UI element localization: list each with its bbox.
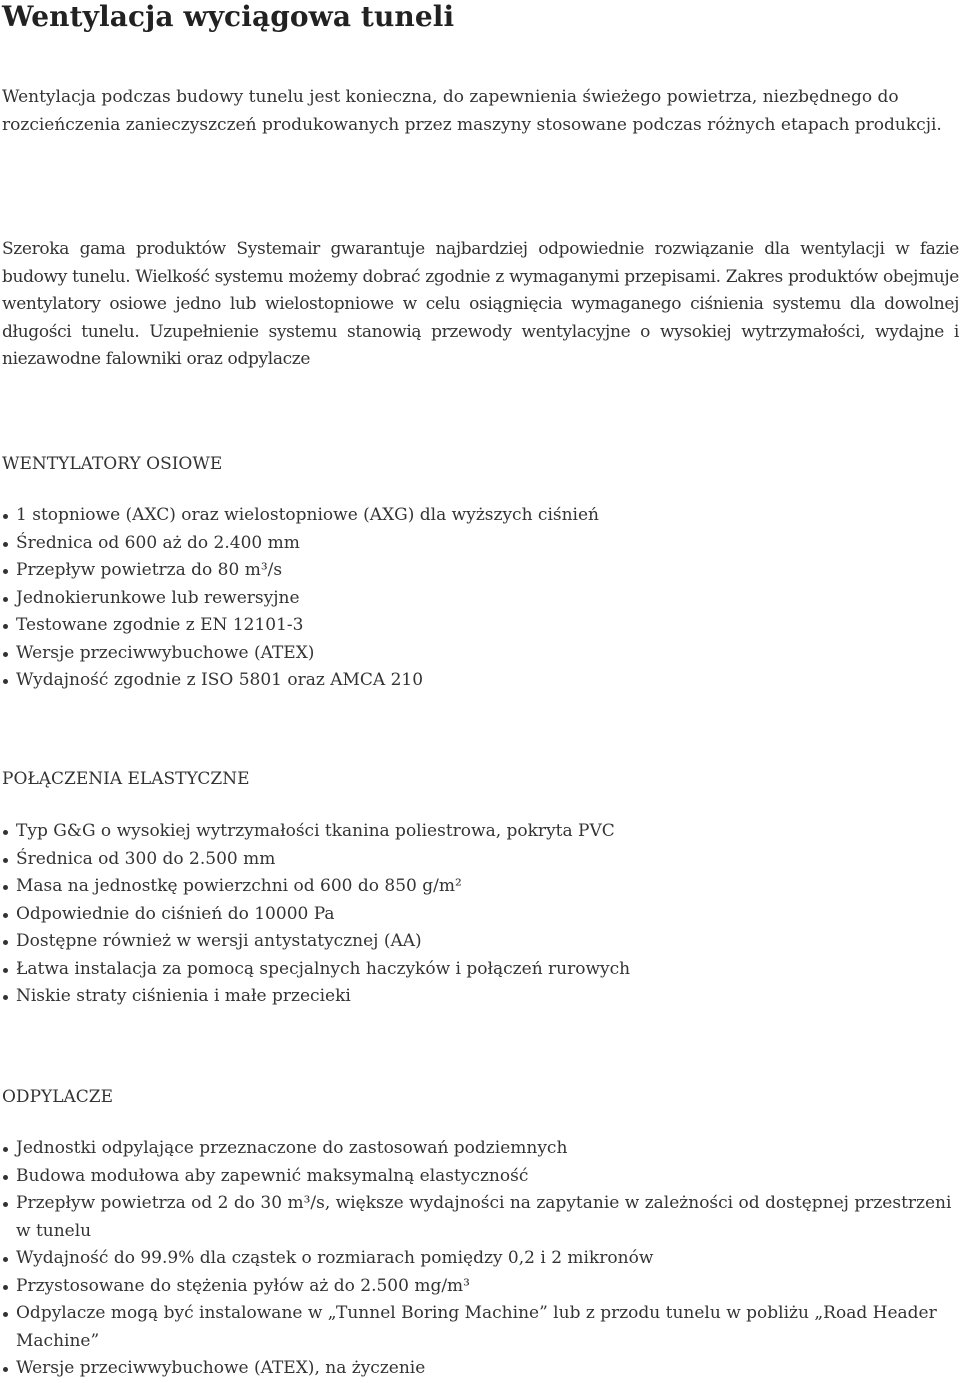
- list-item: Przepływ powietrza od 2 do 30 m³/s, większe wydajności na zapytanie w zależności od dostępnej przestrzeni w tunelu: [0, 1190, 958, 1245]
- description-paragraph: Szeroka gama produktów Systemair gwarantuje najbardziej odpowiednie rozwiązanie dla wentylacji w fazie budowy tunelu. Wielkość systemu możemy dobrać zgodnie z wymaganymi przepisami. Zakres produktów obejmuje wentylatory osiowe jedno lub wielostopniowe w celu osiągnięcia wymaganego ciśnienia systemu dla dowolnej długości tunelu. Uzupełnienie systemu stanowią przewody wentylacyjne o wysokiej wytrzymałości, wydajne i niezawodne falowniki oraz odpylacze: [2, 239, 959, 369]
- page-title: Wentylacja wyciągowa tuneli: [2, 0, 455, 33]
- list-item: Wydajność do 99.9% dla cząstek o rozmiarach pomiędzy 0,2 i 2 mikronów: [0, 1245, 958, 1273]
- list-item: Jednostki odpylające przeznaczone do zastosowań podziemnych: [0, 1135, 958, 1163]
- list-item: Jednokierunkowe lub rewersyjne: [0, 585, 958, 613]
- list-item: 1 stopniowe (AXC) oraz wielostopniowe (AXG) dla wyższych ciśnień: [0, 502, 958, 530]
- list-item: Typ G&G o wysokiej wytrzymałości tkanina poliestrowa, pokryta PVC: [0, 818, 958, 846]
- section-title: POŁĄCZENIA ELASTYCZNE: [2, 769, 250, 789]
- list-item: Wydajność zgodnie z ISO 5801 oraz AMCA 210: [0, 667, 958, 695]
- list-item: Testowane zgodnie z EN 12101-3: [0, 612, 958, 640]
- intro-paragraph: Wentylacja podczas budowy tunelu jest konieczna, do zapewnienia świeżego powietrza, niezbędnego do rozcieńczenia zanieczyszczeń produkowanych przez maszyny stosowane podczas różnych etapach produkcji.: [2, 87, 942, 135]
- section-title: WENTYLATORY OSIOWE: [2, 454, 223, 474]
- list-item: Przystosowane do stężenia pyłów aż do 2.500 mg/m³: [0, 1273, 958, 1301]
- list-item: Wersje przeciwwybuchowe (ATEX), na życzenie: [0, 1355, 958, 1383]
- list-item: Przepływ powietrza do 80 m³/s: [0, 557, 958, 585]
- list-item: Masa na jednostkę powierzchni od 600 do 850 g/m²: [0, 873, 958, 901]
- section-title: ODPYLACZE: [2, 1087, 114, 1107]
- feature-list: [0, 1135, 958, 1383]
- list-item: Łatwa instalacja za pomocą specjalnych haczyków i połączeń rurowych: [0, 956, 958, 984]
- list-item: Budowa modułowa aby zapewnić maksymalną elastyczność: [0, 1163, 958, 1191]
- list-item: Odpylacze mogą być instalowane w „Tunnel Boring Machine” lub z przodu tunelu w pobliżu „Road Header Machine”: [0, 1300, 958, 1355]
- list-item: Niskie straty ciśnienia i małe przecieki: [0, 983, 958, 1011]
- list-item: Dostępne również w wersji antystatycznej (AA): [0, 928, 958, 956]
- feature-list: [0, 502, 958, 695]
- list-item: Średnica od 600 aż do 2.400 mm: [0, 530, 958, 558]
- feature-list: [0, 818, 958, 1011]
- list-item: Średnica od 300 do 2.500 mm: [0, 846, 958, 874]
- list-item: Wersje przeciwwybuchowe (ATEX): [0, 640, 958, 668]
- list-item: Odpowiednie do ciśnień do 10000 Pa: [0, 901, 958, 929]
